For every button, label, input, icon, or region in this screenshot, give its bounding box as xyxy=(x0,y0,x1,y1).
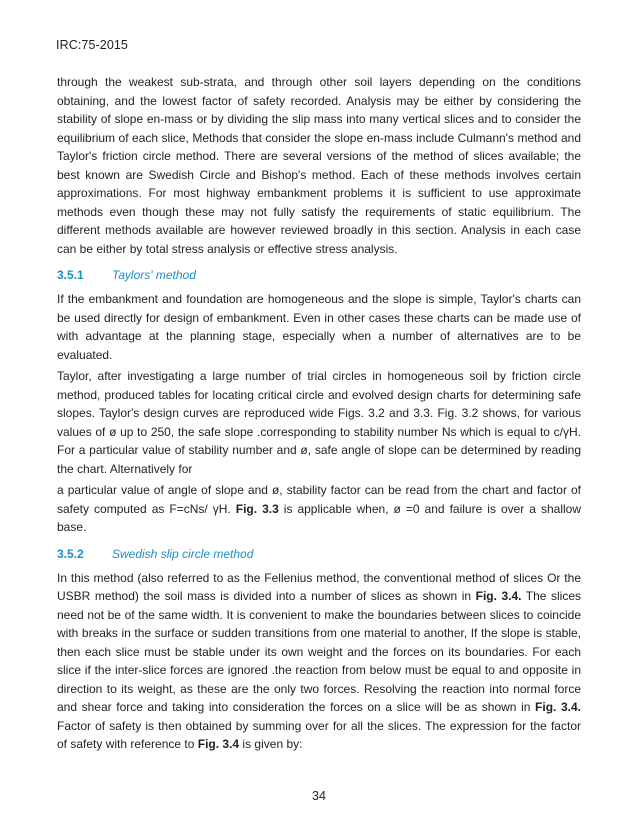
text-run: a particular value of angle of slope and ø, stability factor can be read from the chart and factor of safety computed as F=cNs/ γH. xyxy=(57,483,581,516)
figure-reference: Fig. 3.4 xyxy=(197,737,240,751)
text-run: is applicable when, ø =0 and failure is over a shallow base. xyxy=(57,501,581,534)
section-heading-3-5-1 xyxy=(57,266,581,284)
section-title: Swedish slip circle method xyxy=(112,546,254,561)
taylor-paragraph-1: If the embankment and foundation are homogeneous and the slope is simple, Taylor's charts can be used directly for design of embankment. Even in other cases these charts can be made use of with advantage at the planning stage, especially when a number of alternatives are to be evaluated. xyxy=(57,292,581,362)
section-number: 3.5.1 xyxy=(57,268,84,282)
document-code-header: IRC:75-2015 xyxy=(56,38,128,52)
text-run: The slices need not be of the same width. It is convenient to make the boundaries between slices to coincide with breaks in the surface or sudden transitions from one material to another, If the slope is stable, then each slice must be stable under its own weight and the forces on its boundaries. For each slice if the inter-slice forces are ignored .the reaction from below must be equal to and opposite in direction to its weight, as these are the only two forces. Resolving the reaction into normal force and shear force and taking into consideration the forces on a slice will be as shown in xyxy=(57,589,581,714)
page-body xyxy=(57,73,581,757)
figure-reference: Fig. 3.4. xyxy=(475,589,522,603)
figure-reference: Fig. 3.3 xyxy=(235,501,279,516)
figure-reference: Fig. 3.4. xyxy=(535,700,581,714)
page-number: 34 xyxy=(312,789,326,803)
text-run: Factor of safety is then obtained by summing over for all the slices. The expression for the factor of safety with reference to xyxy=(57,718,581,751)
intro-paragraph: through the weakest sub-strata, and through other soil layers depending on the conditions obtaining, and the lowest factor of safety recorded. Analysis may be either by considering the stability of slope en-mass or by dividing the slip mass into many vertical slices and to consider the equilibrium of each slice, Methods that consider the slope en-mass include Culmann's method and Taylor's friction circle method. There are several versions of the method of slices available; the best known are Swedish Circle and Bishop's method. Each of these methods involves certain approximations. For most highway embankment problems it is sufficient to use approximate methods even though these may not fully satisfy the requirements of static equilibrium. The different methods available are however reviewed broadly in this section. Analysis in each case can be either by total stress analysis or effective stress analysis. xyxy=(57,75,581,256)
section-title: Taylors' method xyxy=(112,268,196,282)
text-run: is given by: xyxy=(239,737,303,751)
section-number: 3.5.2 xyxy=(57,546,84,561)
swedish-paragraph xyxy=(57,569,581,754)
taylor-paragraph-2: Taylor, after investigating a large number of trial circles in homogeneous soil by friction circle method, produced tables for locating critical circle and evolved design charts for determining safe slopes. Taylor's design curves are reproduced wide Figs. 3.2 and 3.3. Fig. 3.2 shows, for various values of ø up to 250, the safe slope .corresponding to stability number Ns which is equal to c/γH. For a particular value of stability number and ø, safe angle of slope can be determined by reading the chart. Alternatively for xyxy=(57,369,581,476)
section-heading-3-5-2 xyxy=(57,545,581,563)
taylor-paragraph-3 xyxy=(57,481,581,537)
text-run: In this method (also referred to as the Fellenius method, the conventional method of slices Or the USBR method) the soil mass is divided into a number of slices as shown in xyxy=(57,570,581,603)
